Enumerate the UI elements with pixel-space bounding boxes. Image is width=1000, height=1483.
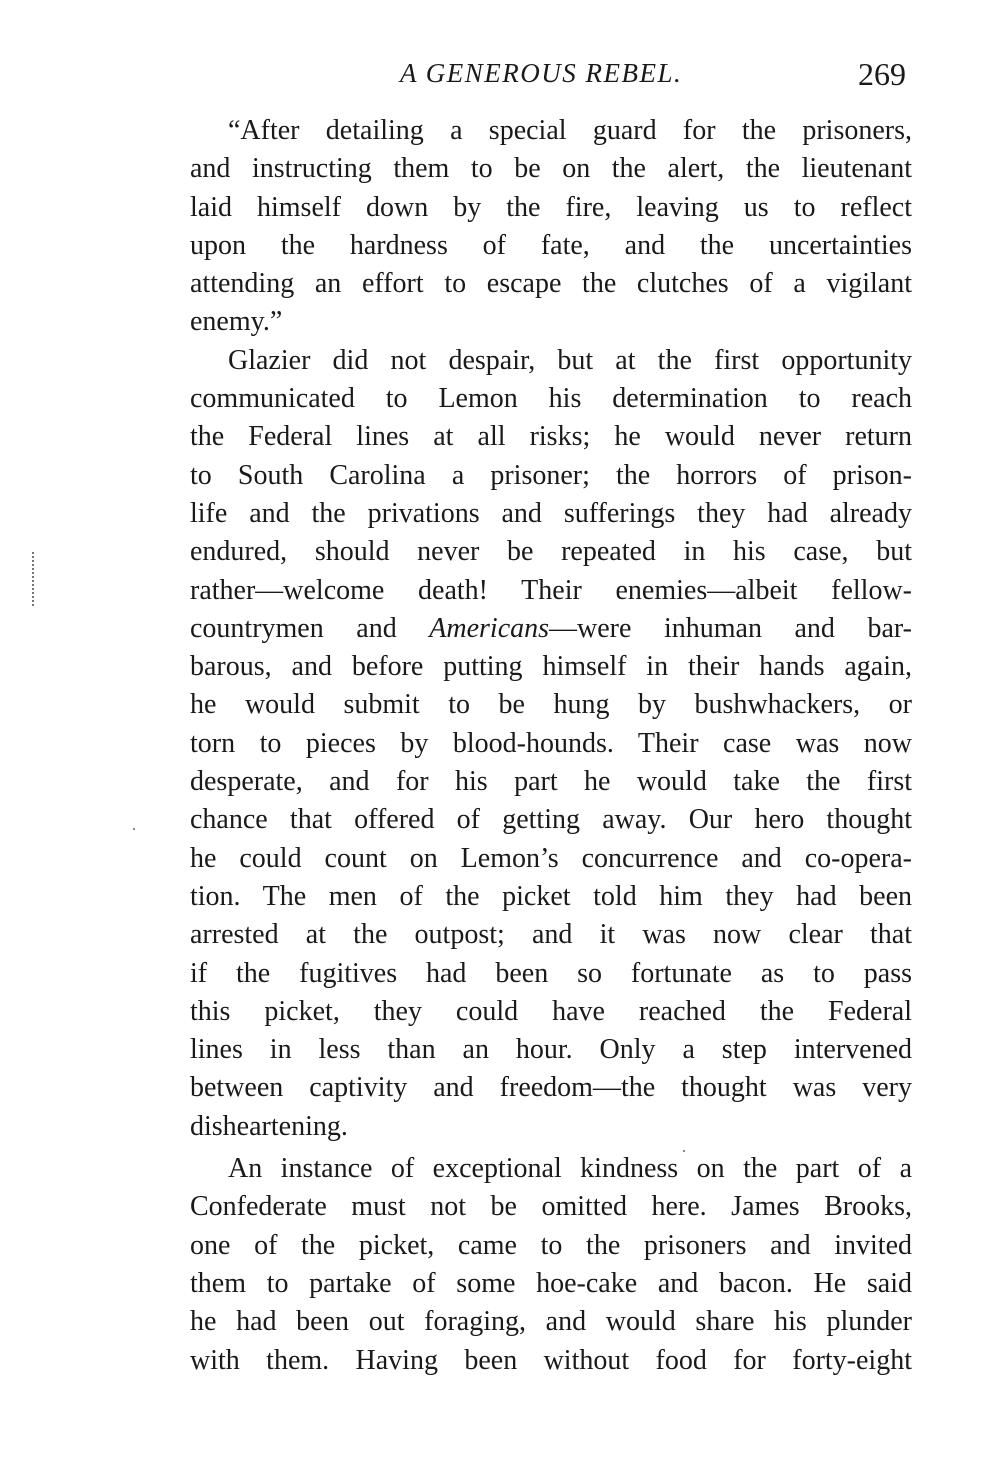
text-line: attending an effort to escape the clutches of a vigilant — [190, 268, 912, 300]
text-line: enemy.” — [190, 306, 283, 338]
text-line: one of the picket, came to the prisoners and invited — [190, 1229, 912, 1261]
text-line: with them. Having been without food for forty-eight — [190, 1344, 912, 1376]
text-line: laid himself down by the fire, leaving us to reflect — [190, 191, 912, 223]
text-line: desperate, and for his part he would take the first — [190, 766, 912, 798]
text-line: An instance of exceptional kindness on the part of a — [228, 1153, 912, 1185]
text-line: countrymen and Americans—were inhuman and bar- — [190, 612, 912, 644]
text-line: them to partake of some hoe-cake and bacon. He said — [190, 1267, 912, 1299]
stray-mark — [683, 1150, 685, 1152]
running-head — [190, 58, 910, 98]
text-line: the Federal lines at all risks; he would never return — [190, 421, 912, 453]
text-line: torn to pieces by blood-hounds. Their case was now — [190, 727, 912, 759]
text-line: he had been out foraging, and would share his plunder — [190, 1306, 912, 1338]
text-line: endured, should never be repeated in his case, but — [190, 536, 912, 568]
text-line: this picket, they could have reached the Federal — [190, 995, 912, 1027]
text-line: he could count on Lemon’s concurrence and co-opera- — [190, 842, 912, 874]
stray-mark — [133, 828, 135, 830]
text-line: barous, and before putting himself in their hands again, — [190, 651, 912, 683]
text-line: communicated to Lemon his determination to reach — [190, 383, 912, 415]
text-line: chance that offered of getting away. Our hero thought — [190, 804, 912, 836]
text-line: “After detailing a special guard for the prisoners, — [228, 115, 912, 146]
text-line: to South Carolina a prisoner; the horrors of prison- — [190, 459, 912, 491]
text-line: arrested at the outpost; and it was now clear that — [190, 919, 912, 951]
running-title: A GENEROUS REBEL. — [400, 58, 683, 88]
text-line: tion. The men of the picket told him they had been — [190, 880, 912, 912]
text-line: disheartening. — [190, 1110, 348, 1142]
page-number: 269 — [858, 56, 906, 92]
text-line: life and the privations and sufferings they had already — [190, 497, 912, 529]
text-line: between captivity and freedom—the thought was very — [190, 1072, 912, 1104]
body-text — [190, 112, 912, 1380]
text-line: upon the hardness of fate, and the uncertainties — [190, 229, 912, 261]
text-line: he would submit to be hung by bushwhackers, or — [190, 689, 912, 721]
text-line: rather—welcome death! Their enemies—albeit fellow- — [190, 574, 912, 606]
text-line: lines in less than an hour. Only a step intervened — [190, 1034, 912, 1066]
margin-dots — [32, 552, 38, 606]
text-line: Confederate must not be omitted here. James Brooks, — [190, 1191, 912, 1223]
text-line: Glazier did not despair, but at the first opportunity — [228, 344, 912, 376]
text-line: if the fugitives had been so fortunate as to pass — [190, 957, 912, 989]
text-line: and instructing them to be on the alert, the lieutenant — [190, 153, 912, 185]
